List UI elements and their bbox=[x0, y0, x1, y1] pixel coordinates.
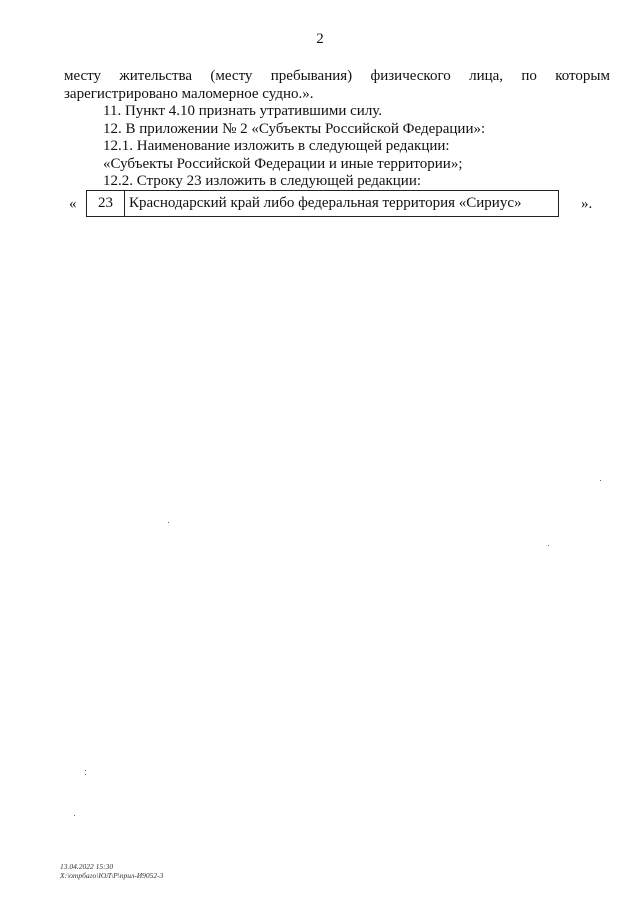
new-title: «Субъекты Российской Федерации и иные территории»; bbox=[103, 155, 463, 172]
row-number-cell: 23 bbox=[87, 191, 125, 216]
scan-speck bbox=[600, 480, 601, 481]
item-12-2: 12.2. Строку 23 изложить в следующей редакции: bbox=[103, 173, 422, 189]
item-11: 11. Пункт 4.10 признать утратившими силу. bbox=[103, 103, 383, 119]
item-12: 12. В приложении № 2 «Субъекты Российской Федерации»: bbox=[103, 120, 486, 137]
item-12-1: 12.1. Наименование изложить в следующей редакции: bbox=[103, 138, 450, 154]
footer-stamp bbox=[60, 862, 163, 880]
region-name-cell: Краснодарский край либо федеральная территория «Сириус» bbox=[129, 195, 522, 211]
paragraph-line: месту жительства (месту пребывания) физического лица, по которым bbox=[64, 68, 610, 84]
paragraph-line: зарегистрировано маломерное судно.». bbox=[64, 85, 314, 102]
scan-speck bbox=[85, 770, 86, 771]
scan-speck bbox=[74, 815, 75, 816]
page-number: 2 bbox=[316, 31, 324, 47]
close-quote: ». bbox=[581, 196, 593, 212]
scan-speck bbox=[85, 774, 86, 775]
scan-speck bbox=[168, 522, 169, 523]
open-quote: « bbox=[69, 196, 77, 212]
table-row bbox=[86, 190, 559, 217]
scan-speck bbox=[548, 545, 549, 546]
footer-datetime: 13.04.2022 15:30 bbox=[60, 862, 114, 871]
body-text bbox=[64, 68, 610, 191]
replacement-row bbox=[64, 190, 610, 218]
footer-file-path: Х:\отрбаго\ЮЛ\Р\прил-И9052-3 bbox=[60, 871, 164, 880]
